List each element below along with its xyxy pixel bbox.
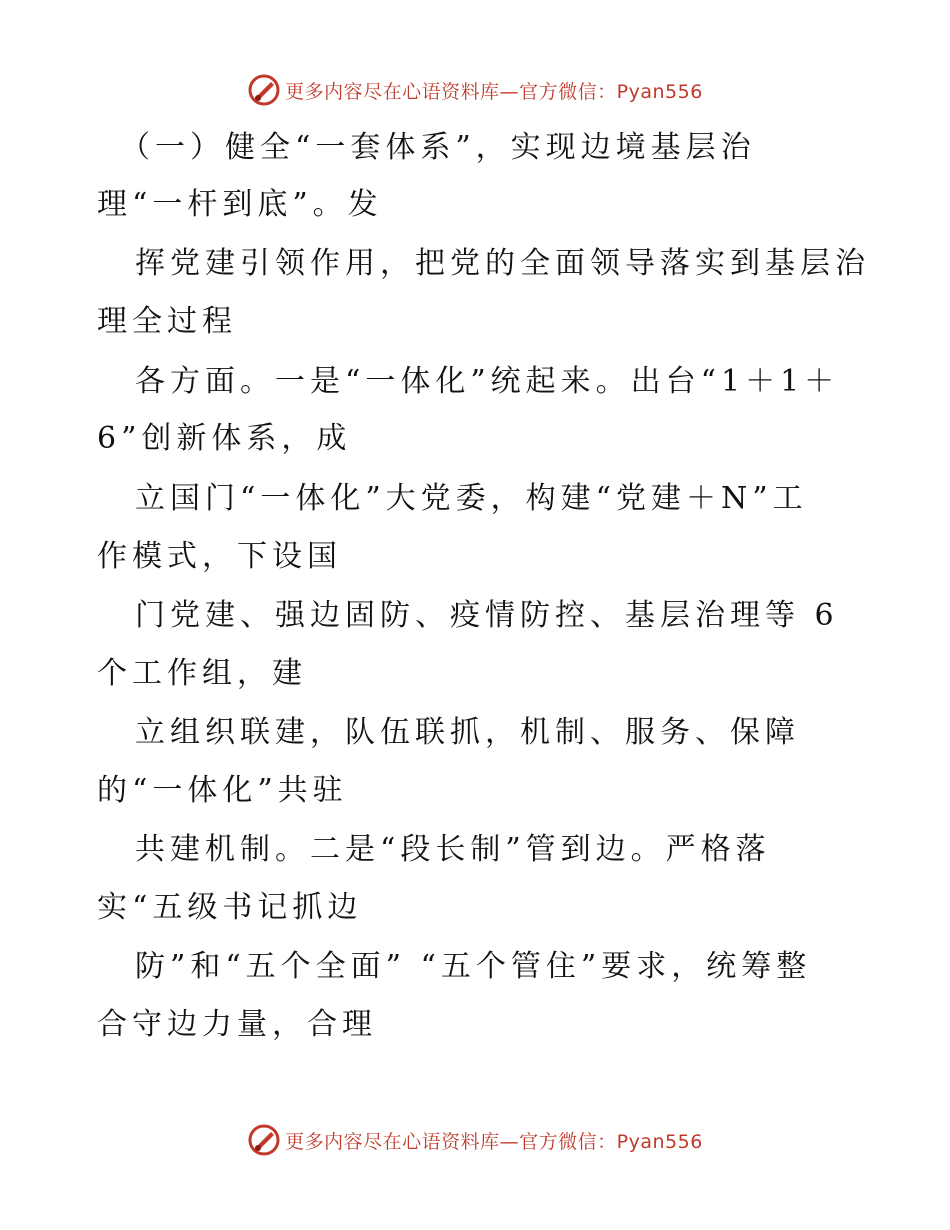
banner-text: 更多内容尽在心语资料库—官方微信：Pyan556 [285, 80, 703, 103]
text-line: 实“五级书记抓边 [97, 890, 363, 925]
text-line: 作模式，下设国 [97, 539, 342, 574]
text-line: （一）健全“一套体系”，实现边境基层治 [120, 130, 756, 165]
brush-seal-logo-icon [247, 73, 281, 107]
text-line: 立国门“一体化”大党委，构建“党建＋N”工 [135, 481, 808, 516]
text-line: 理全过程 [97, 304, 237, 339]
text-line: 理“一杆到底”。发 [97, 187, 383, 222]
text-line: 6”创新体系，成 [97, 421, 352, 456]
text-line: 各方面。一是“一体化”统起来。出台“1＋1＋ [135, 364, 840, 399]
text-line: 合守边力量，合理 [97, 1007, 377, 1042]
header-banner [0, 70, 950, 110]
text-line: 个工作组，建 [97, 656, 307, 691]
text-line: 立组织联建，队伍联抓，机制、服务、保障 [135, 715, 800, 750]
text-line: 挥党建引领作用，把党的全面领导落实到基层治 [135, 246, 870, 281]
text-line: 的“一体化”共驻 [97, 773, 348, 808]
banner-text: 更多内容尽在心语资料库—官方微信：Pyan556 [285, 1130, 703, 1153]
text-line: 防”和“五个全面” “五个管住”要求，统筹整 [135, 949, 812, 984]
text-line: 共建机制。二是“段长制”管到边。严格落 [135, 832, 771, 867]
text-line: 门党建、强边固防、疫情防控、基层治理等 6 [135, 598, 839, 633]
footer-banner [0, 1120, 950, 1160]
brush-seal-logo-icon [247, 1123, 281, 1157]
